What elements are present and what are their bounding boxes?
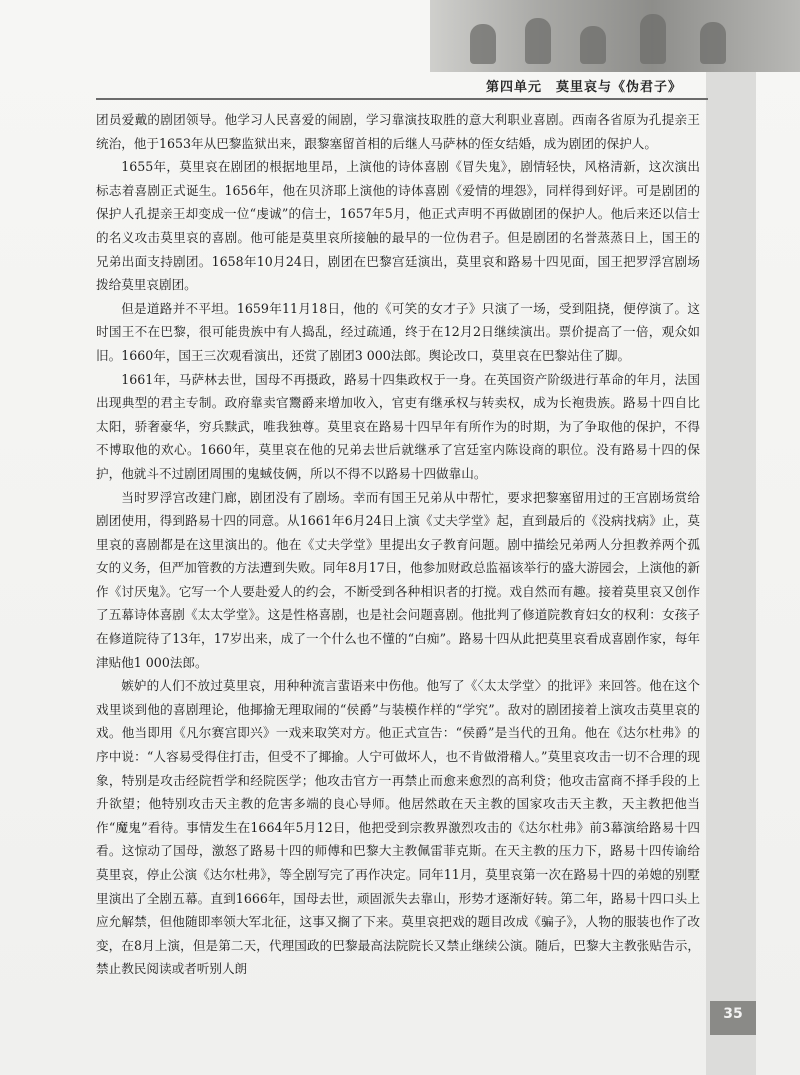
paragraph: 1661年，马萨林去世，国母不再摄政，路易十四集政权于一身。在英国资产阶级进行革命的年月，法国出现典型的君主专制。政府靠卖官鬻爵来增加收入，官吏有继承权与转卖权，成为长袍贵族。路易十四自比太阳，骄奢豪华，穷兵黩武，唯我独尊。莫里哀在路易十四早年有所作为的时期，为了争取他的保护，不得不博取他的欢心。1660年，莫里哀在他的兄弟去世后就继承了宫廷室内陈设商的职位。没有路易十四的保护，他就斗不过剧团周围的鬼蜮伎俩，所以不得不以路易十四做靠山。 [96, 371, 700, 481]
header-divider [96, 98, 708, 100]
right-margin-band [706, 0, 756, 1075]
paragraph: 团员爱戴的剧团领导。他学习人民喜爱的闹剧，学习靠演技取胜的意大利职业喜剧。西南各省原为孔提亲王统治，他于1653年从巴黎监狱出来，跟黎塞留首相的后继人马萨林的侄女结婚，成为剧团的保护人。 [96, 112, 700, 151]
figure-silhouette [640, 14, 666, 64]
page-number: 35 [723, 1006, 743, 1022]
paragraph: 但是道路并不平坦。1659年11月18日，他的《可笑的女才子》只演了一场，受到阻挠，便停演了。这时国王不在巴黎，很可能贵族中有人捣乱，经过疏通，终于在12月2日继续演出。票价提高了一倍，观众如旧。1660年，国王三次观看演出，还赏了剧团3 000法郎。舆论改口，莫里哀在巴黎站住了脚。 [96, 300, 700, 363]
paragraph: 嫉妒的人们不放过莫里哀，用种种流言蜚语来中伤他。他写了《〈太太学堂〉的批评》来回答。他在这个戏里谈到他的喜剧理论，他揶揄无理取闹的“侯爵”与装模作样的“学究”。敌对的剧团接着上演攻击莫里哀的戏。他当即用《凡尔赛宫即兴》一戏来取笑对方。他正式宣告：“侯爵”是当代的丑角。他在《达尔杜弗》的序中说：“人容易受得住打击，但受不了揶揄。人宁可做坏人，也不肯做滑稽人。”莫里哀攻击一切不合理的现象，特别是攻击经院哲学和经院医学；他攻击官方一再禁止而愈来愈烈的高利贷；他攻击富商不择手段的上升欲望；他特别攻击天主教的危害多端的良心导师。他居然敢在天主教的国家攻击天主教，天主教把他当作“魔鬼”看待。事情发生在1664年5月12日，他把受到宗教界激烈攻击的《达尔杜弗》前3幕演给路易十四看。这惊动了国母，激怒了路易十四的师傅和巴黎大主教佩雷菲克斯。在天主教的压力下，路易十四传谕给莫里哀，停止公演《达尔杜弗》，等全剧写完了再作决定。同年11月，莫里哀第一次在路易十四的弟媳的别墅里演出了全剧五幕。直到1666年，国母去世，顽固派失去靠山，形势才逐渐好转。第二年，路易十四口头上应允解禁，但他随即率领大军北征，这事又搁了下来。莫里哀把戏的题目改成《骗子》，人物的服装也作了改变，在8月上演，但是第二天，代理国政的巴黎最高法院院长又禁止继续公演。随后，巴黎大主教张贴告示，禁止教民阅读或者听别人朗 [96, 678, 700, 977]
figure-silhouette [580, 26, 606, 64]
figure-silhouette [525, 18, 551, 64]
figure-silhouette [700, 22, 726, 64]
header-decorative-image [430, 0, 800, 72]
figure-silhouette [470, 24, 496, 64]
paragraph: 当时罗浮宫改建门廊，剧团没有了剧场。幸而有国王兄弟从中帮忙，要求把黎塞留用过的王宫剧场赏给剧团使用，得到路易十四的同意。从1661年6月24日上演《丈夫学堂》起，直到最后的《没病找病》止，莫里哀的喜剧都是在这里演出的。他在《丈夫学堂》里提出女子教育问题。剧中描绘兄弟两人分担教养两个孤女的义务，但严加管教的方法遭到失败。同年8月17日，他参加财政总监福该举行的盛大游园会，上演他的新作《讨厌鬼》。它写一个人要赴爱人的约会，不断受到各种相识者的打搅。戏自然而有趣。接着莫里哀又创作了五幕诗体喜剧《太太学堂》。这是性格喜剧，也是社会问题喜剧。他批判了修道院教育妇女的权利：女孩子在修道院待了13年，17岁出来，成了一个什么也不懂的“白痴”。路易十四从此把莫里哀看成喜剧作家，每年津贴他1 000法郎。 [96, 489, 700, 670]
paragraph: 1655年，莫里哀在剧团的根据地里昂，上演他的诗体喜剧《冒失鬼》，剧情轻快，风格清新，这次演出标志着喜剧正式诞生。1656年，他在贝济耶上演他的诗体喜剧《爱情的埋怨》，同样得到好评。可是剧团的保护人孔提亲王却变成一位“虔诚”的信士，1657年5月，他正式声明不再做剧团的保护人。他后来还以信士的名义攻击莫里哀的喜剧。他可能是莫里哀所接触的最早的一位伪君子。但是剧团的名誉蒸蒸日上，国王的兄弟出面支持剧团。1658年10月24日，剧团在巴黎宫廷演出，莫里哀和路易十四见面，国王把罗浮宫剧场拨给莫里哀剧团。 [96, 159, 700, 293]
body-text [96, 108, 700, 981]
unit-title: 第四单元 莫里哀与《伪君子》 [486, 80, 683, 95]
